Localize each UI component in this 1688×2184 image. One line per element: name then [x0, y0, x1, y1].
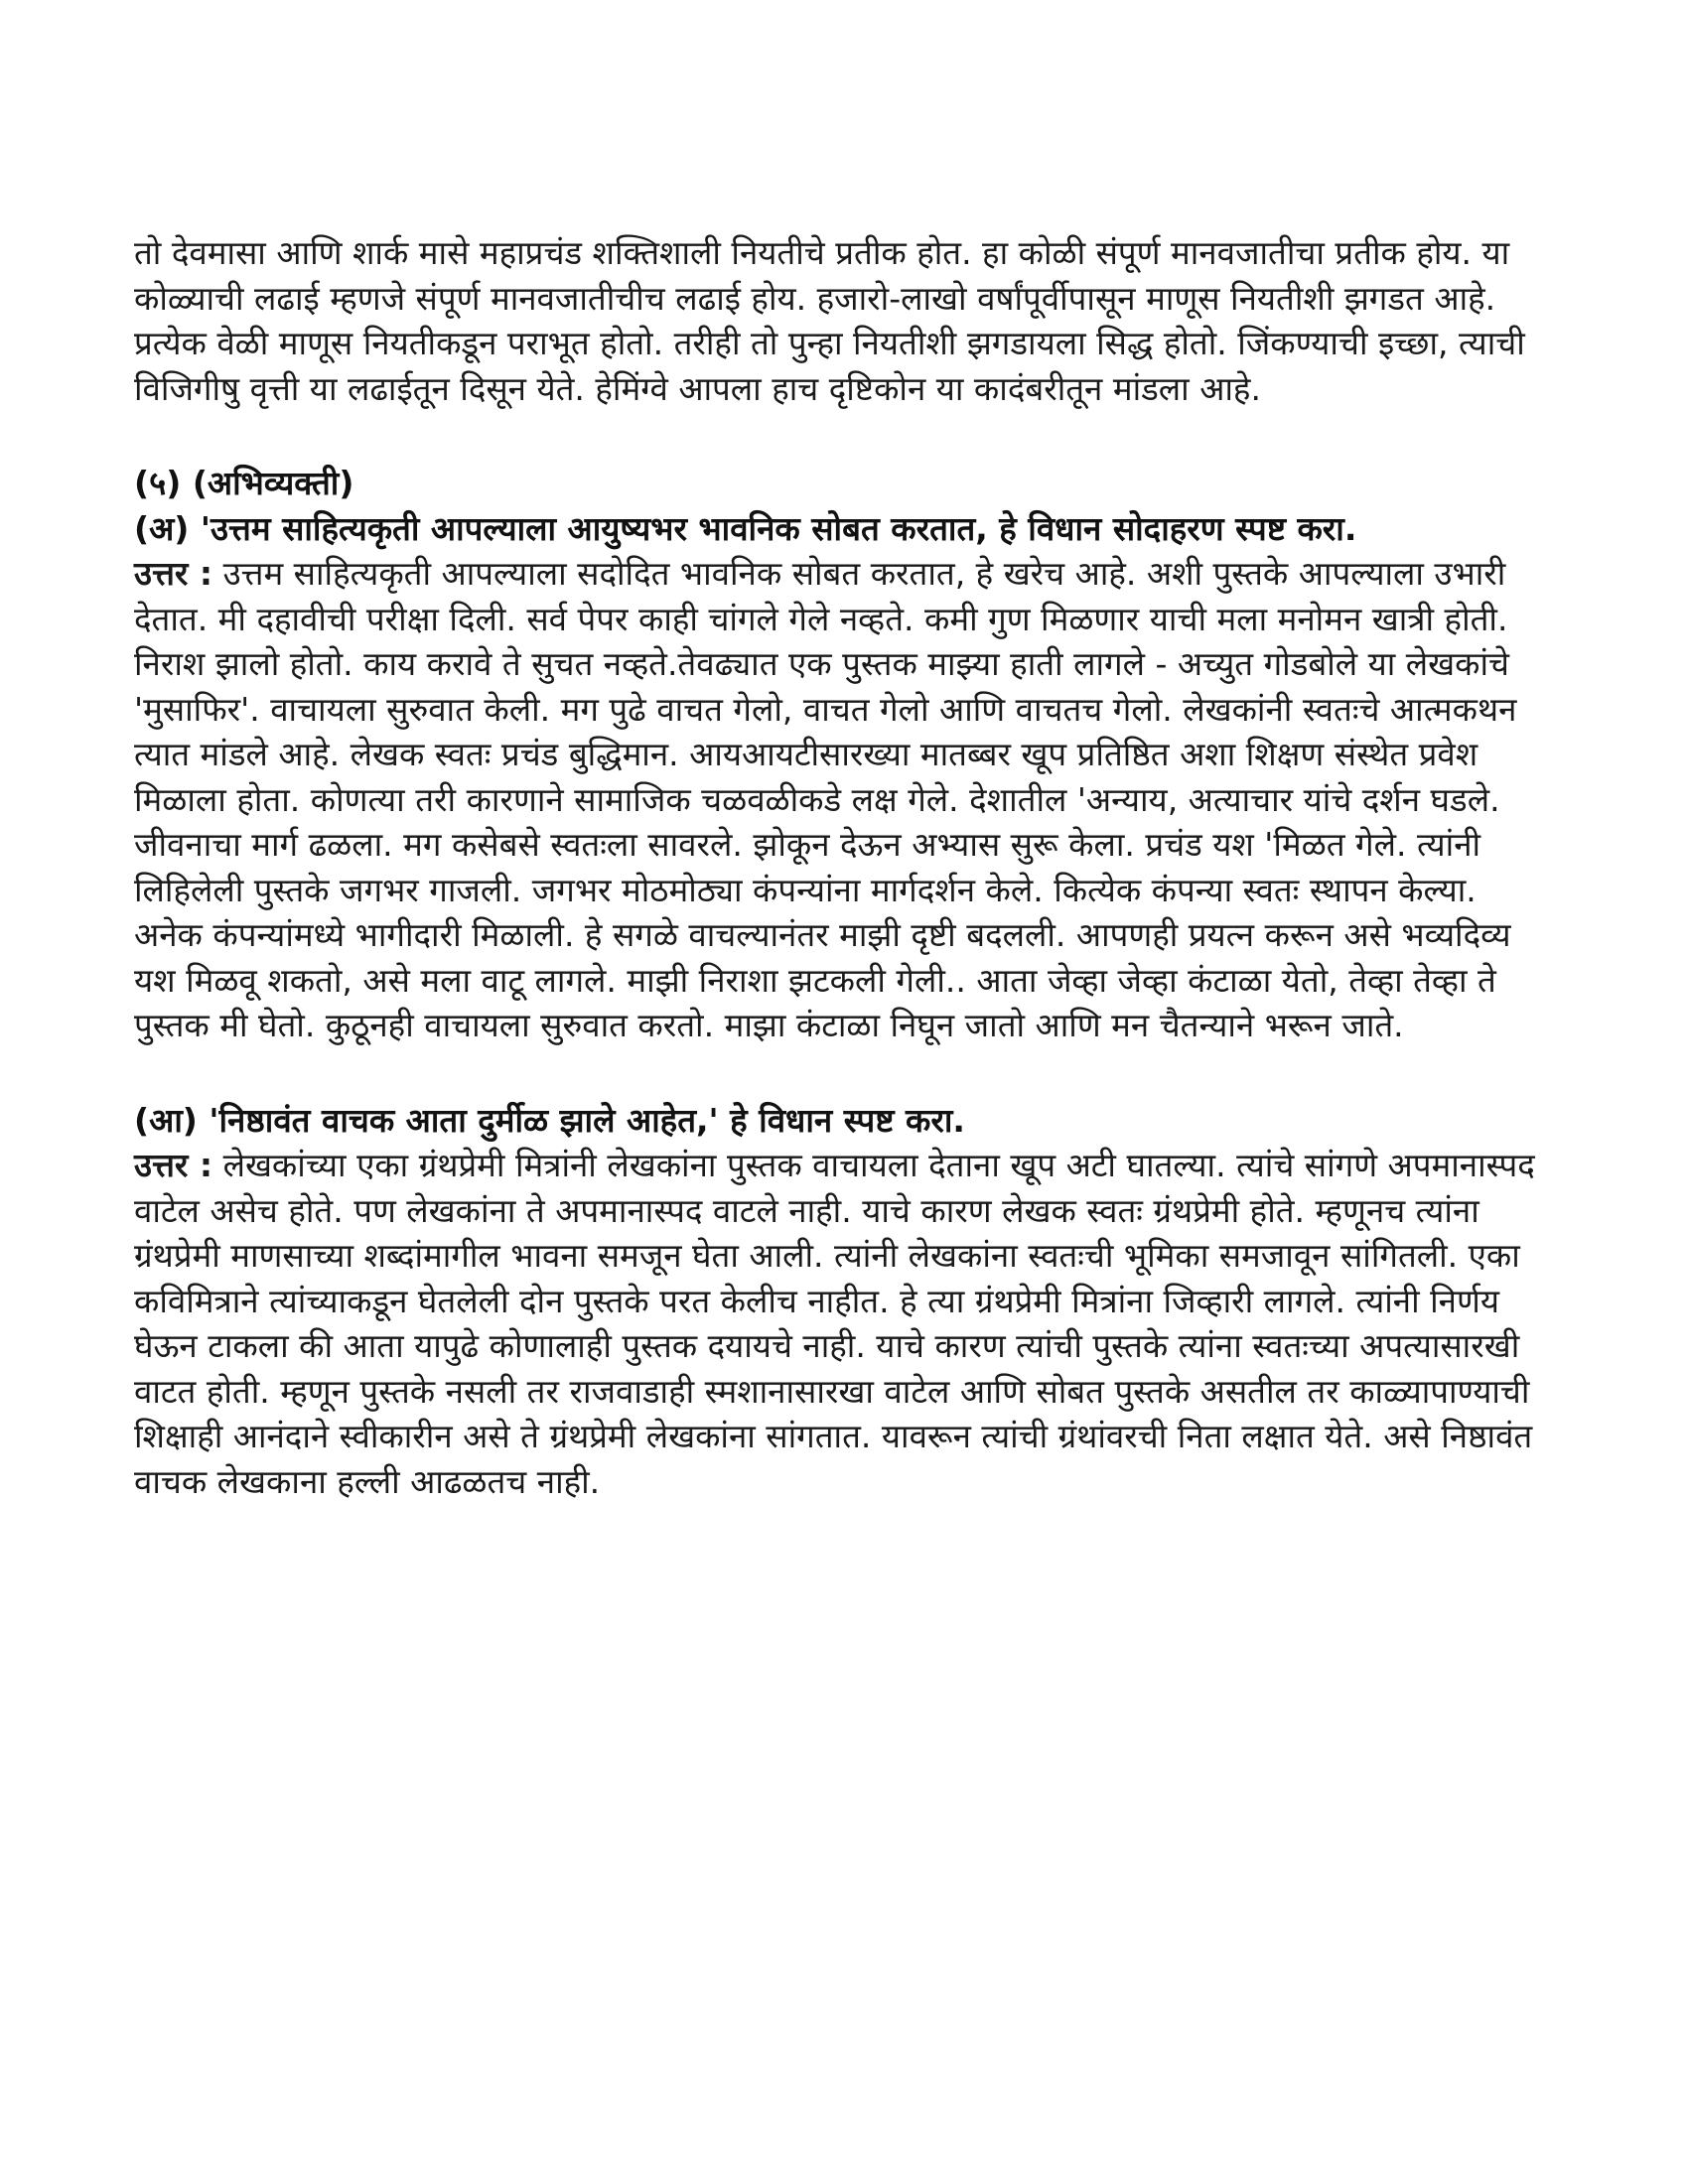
document-page	[134, 230, 1554, 1504]
answer-label: उत्तर :	[134, 554, 213, 593]
answer-a-paragraph	[134, 551, 1554, 1048]
answer-a-text: उत्तम साहित्यकृती आपल्याला सदोदित भावनिक सोबत करतात, हे खरेच आहे. अशी पुस्तके आपल्याला उभारी देतात. मी दहावीची परीक्षा दिली. सर्व पेपर काही चांगले गेले नव्हते. कमी गुण मिळणार याची मला मनोमन खात्री होती. निराश झालो होतो. काय करावे ते सुचत नव्हते.तेवढ्यात एक पुस्तक माझ्या हाती लागले - अच्युत गोडबोले या लेखकांचे 'मुसाफिर'. वाचायला सुरुवात केली. मग पुढे वाचत गेलो, वाचत गेलो आणि वाचतच गेलो. लेखकांनी स्वतःचे आत्मकथन त्यात मांडले आहे. लेखक स्वतः प्रचंड बुद्धिमान. आयआयटीसारख्या मातब्बर खूप प्रतिष्ठित अशा शिक्षण संस्थेत प्रवेश मिळाला होता. कोणत्या तरी कारणाने सामाजिक चळवळीकडे लक्ष गेले. देशातील 'अन्याय, अत्याचार यांचे दर्शन घडले. जीवनाचा मार्ग ढळला. मग कसेबसे स्वतःला सावरले. झोकून देऊन अभ्यास सुरू केला. प्रचंड यश 'मिळत गेले. त्यांनी लिहिलेली पुस्तके जगभर गाजली. जगभर मोठमोठ्या कंपन्यांना मार्गदर्शन केले. कित्येक कंपन्या स्वतः स्थापन केल्या. अनेक कंपन्यांमध्ये भागीदारी मिळाली. हे सगळे वाचल्यानंतर माझी दृष्टी बदलली. आपणही प्रयत्न करून असे भव्यदिव्य यश मिळवू शकतो, असे मला वाटू लागले. माझी निराशा झटकली गेली.. आता जेव्हा जेव्हा कंटाळा येतो, तेव्हा तेव्हा ते पुस्तक मी घेतो. कुठूनही वाचायला सुरुवात करतो. माझा कंटाळा निघून जातो आणि मन चैतन्याने भरून जाते.	[134, 554, 1517, 1044]
intro-paragraph: तो देवमासा आणि शार्क मासे महाप्रचंड शक्तिशाली नियतीचे प्रतीक होत. हा कोळी संपूर्ण मानवजातीचा प्रतीक होय. या कोळ्याची लढाई म्हणजे संपूर्ण मानवजातीचीच लढाई होय. हजारो-लाखो वर्षांपूर्वीपासून माणूस नियतीशी झगडत आहे. प्रत्येक वेळी माणूस नियतीकडून पराभूत होतो. तरीही तो पुन्हा नियतीशी झगडायला सिद्ध होतो. जिंकण्याची इच्छा, त्याची विजिगीषु वृत्ती या लढाईतून दिसून येते. हेमिंग्वे आपला हाच दृष्टिकोन या कादंबरीतून मांडला आहे.	[134, 233, 1525, 408]
answer-aa-paragraph	[134, 1143, 1554, 1504]
answer-aa-text: लेखकांच्या एका ग्रंथप्रेमी मित्रांनी लेखकांना पुस्तक वाचायला देताना खूप अटी घातल्या. त्यांचे सांगणे अपमानास्पद वाटेल असेच होते. पण लेखकांना ते अपमानास्पद वाटले नाही. याचे कारण लेखक स्वतः ग्रंथप्रेमी होते. म्हणूनच त्यांना ग्रंथप्रेमी माणसाच्या शब्दांमागील भावना समजून घेता आली. त्यांनी लेखकांना स्वतःची भूमिका समजावून सांगितली. एका कविमित्राने त्यांच्याकडून घेतलेली दोन पुस्तके परत केलीच नाहीत. हे त्या ग्रंथप्रेमी मित्रांना जिव्हारी लागले. त्यांनी निर्णय घेऊन टाकला की आता यापुढे कोणालाही पुस्तक दयायचे नाही. याचे कारण त्यांची पुस्तके त्यांना स्वतःच्या अपत्यासारखी वाटत होती. म्हणून पुस्तके नसली तर राजवाडाही स्मशानासारखा वाटेल आणि सोबत पुस्तके असतील तर काळ्यापाण्याची शिक्षाही आनंदाने स्वीकारीन असे ते ग्रंथप्रेमी लेखकांना सांगतात. यावरून त्यांची ग्रंथांवरची निता लक्षात येते. असे निष्ठावंत वाचक लेखकाना हल्ली आढळतच नाही.	[134, 1146, 1535, 1501]
answer-label: उत्तर :	[134, 1146, 213, 1184]
question-a-heading: (अ) 'उत्तम साहित्यकृती आपल्याला आयुष्यभर भावनिक सोबत करतात, हे विधान सोदाहरण स्पष्ट करा.	[134, 508, 1357, 548]
spacer	[134, 1048, 1554, 1098]
question-aa-heading: (आ) 'निष्ठावंत वाचक आता दुर्मीळ झाले आहेत,' हे विधान स्पष्ट करा.	[134, 1100, 965, 1140]
section-heading: (५) (अभिव्यक्ती)	[134, 464, 354, 502]
spacer	[134, 411, 1554, 461]
